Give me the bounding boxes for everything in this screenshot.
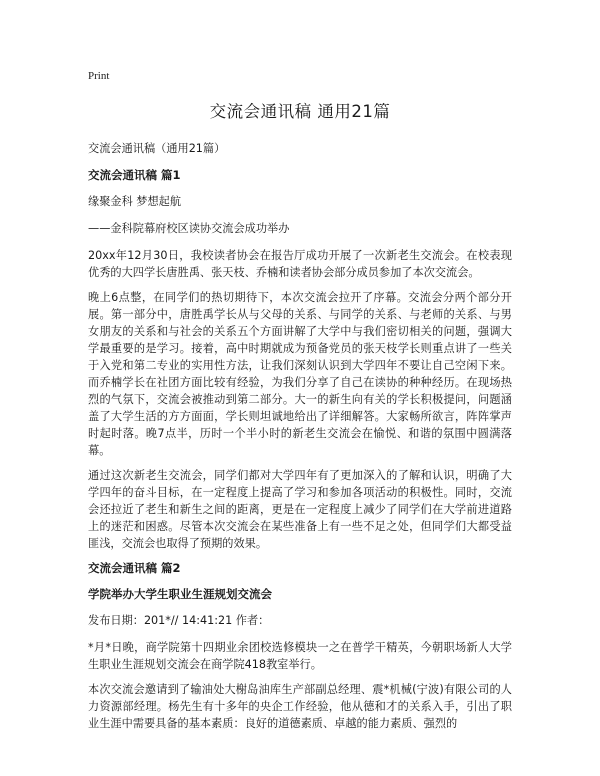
article1-heading: 交流会通讯稿 篇1 bbox=[88, 168, 181, 182]
article1-paragraph-3: 通过这次新老生交流会，同学们都对大学四年有了更加深入的了解和认识，明确了大学四年的奋斗目标，在一定程度上提高了学习和参加各项活动的积极性。同时，交流会还拉近了老生和新生之间的距离，更是在一定程度上减少了同学们在大学前进道路上的迷茫和困惑。尽管本次交流会在某些准备上有一些不足之处，但同学们大都受益匪浅，交流会也取得了预期的效果。 bbox=[88, 469, 512, 550]
print-label: Print bbox=[88, 70, 110, 82]
article1-paragraph-1: 20xx年12月30日，我校读者协会在报告厅成功开展了一次新老生交流会。在校表现优秀的大四学长唐胜禹、张天枝、乔楠和读者协会部分成员参加了本次交流会。 bbox=[88, 249, 512, 279]
article2-paragraph-1: *月*日晚，商学院第十四期业余团校选修模块一之在普学干精英，今朝职场新人大学生职业生涯规划交流会在商学院418教室举行。 bbox=[88, 641, 512, 671]
article2-publish-info: 发布日期：201*// 14:41:21 作者： bbox=[88, 614, 270, 627]
article1-tagline: 缘聚金科 梦想起航 bbox=[88, 195, 182, 208]
document-title: 交流会通讯稿 通用21篇 bbox=[209, 102, 391, 121]
article2-subheading: 学院举办大学生职业生涯规划交流会 bbox=[88, 587, 272, 601]
article2-heading: 交流会通讯稿 篇2 bbox=[88, 561, 181, 575]
article1-byline: ——金科院幕府校区读协交流会成功举办 bbox=[88, 222, 290, 235]
article2-paragraph-2: 本次交流会邀请到了输油处大榭岛油库生产部副总经理、震*机械(宁波)有限公司的人力资源部经理。杨先生有十多年的央企工作经验，他从德和才的关系入手，引出了职业生涯中需要具备的基本素质：良好的道德素质、卓越的能力素质、强烈的 bbox=[88, 683, 512, 730]
article1-paragraph-2: 晚上6点整，在同学们的热切期待下，本次交流会拉开了序幕。交流会分两个部分开展。第一部分中，唐胜禹学长从与父母的关系、与同学的关系、与老师的关系、与男女朋友的关系和与社会的关系五个方面讲解了大学中与我们密切相关的问题，强调大学最重要的是学习。接着，高中时期就成为预备党员的张天枝学长则重点讲了一些关于入党和第二专业的实用性方法，让我们深刻认识到大学四年不要让自己空闲下来。而乔楠学长在社团方面比较有经验，为我们分享了自己在读协的种种经历。在现场热烈的气氛下，交流会被推动到第二部分。大一的新生向有关的学长积极提问，问题涵盖了大学生活的方方面面，学长则坦诚地给出了详细解答。大家畅所欲言，阵阵掌声时起时落。晚7点半，历时一个半小时的新老生交流会在愉悦、和谐的氛围中圆满落幕。 bbox=[88, 291, 512, 457]
document-subtitle: 交流会通讯稿（通用21篇） bbox=[88, 142, 226, 155]
